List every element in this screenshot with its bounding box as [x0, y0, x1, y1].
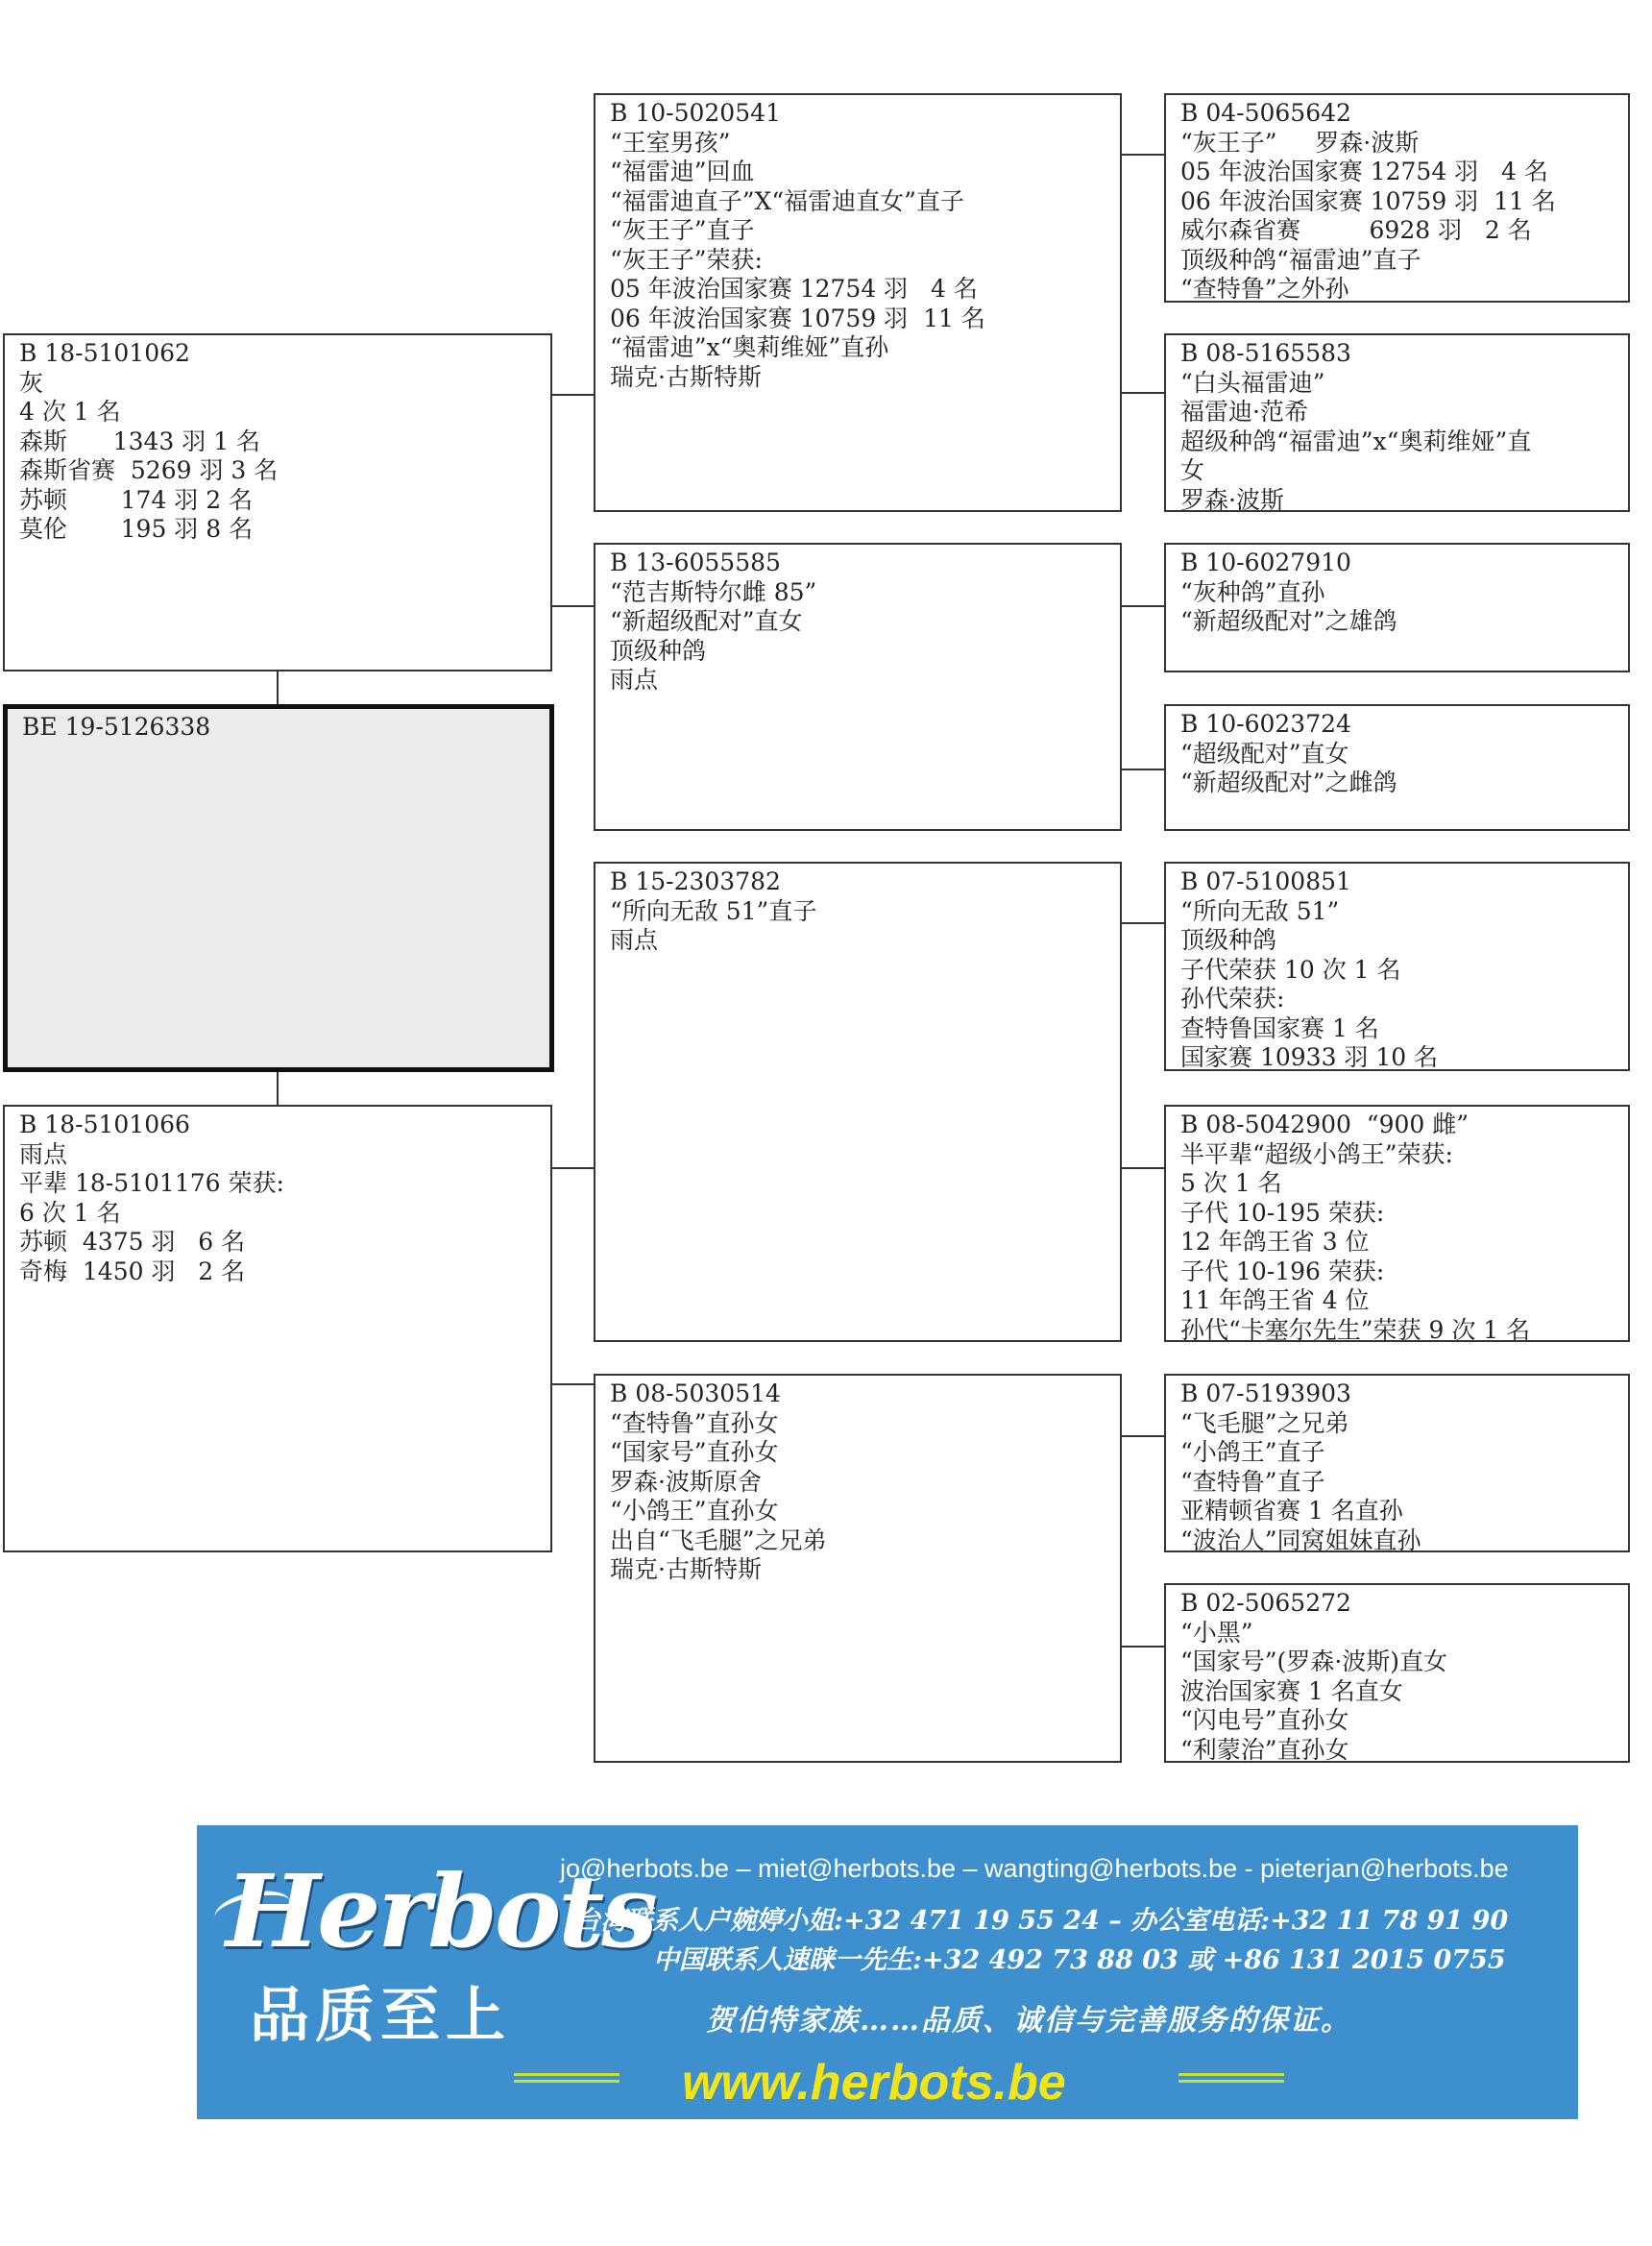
pedigree-line: “福雷迪直子”X“福雷迪直女”直子 [610, 186, 964, 215]
pedigree-line: 苏顿 174 羽 2 名 [19, 485, 254, 514]
pedigree-line: 半平辈“超级小鸽王”荣获: [1180, 1139, 1453, 1168]
ring-number: B 08-5030514 [610, 1379, 781, 1407]
ring-number: B 10-6023724 [1180, 710, 1351, 738]
pedigree-line: 12 年鸽王省 3 位 [1180, 1228, 1370, 1256]
sss-box [1164, 93, 1630, 303]
pedigree-line: 瑞克·古斯特斯 [610, 362, 762, 391]
pedigree-line: 瑞克·古斯特斯 [610, 1555, 762, 1583]
connector-line [1122, 1167, 1164, 1169]
connector-line [552, 394, 594, 396]
pedigree-line: 波治国家赛 1 名直女 [1180, 1676, 1403, 1705]
pedigree-line: “查特鲁”直孙女 [610, 1408, 779, 1437]
connector-line [552, 1167, 594, 1169]
pedigree-line: “灰王子”荣获: [610, 245, 763, 274]
pedigree-line: 超级种鸽“福雷迪”x“奥莉维娅”直 [1180, 427, 1532, 455]
ring-number: B 10-6027910 [1180, 549, 1351, 576]
pedigree-line: “灰王子”直子 [610, 216, 755, 244]
connector-line [1122, 1646, 1164, 1648]
pedigree-line: “小鸽王”直子 [1180, 1438, 1325, 1466]
pedigree-line: 苏顿 4375 羽 6 名 [19, 1228, 246, 1256]
pedigree-line: 女 [1180, 456, 1205, 484]
ring-number: B 02-5065272 [1180, 1589, 1351, 1617]
pedigree-line: 亚精顿省赛 1 名直孙 [1180, 1497, 1403, 1525]
pedigree-line: 06 年波治国家赛 10759 羽 11 名 [1180, 186, 1556, 215]
pedigree-line: 国家赛 10933 羽 10 名 [1180, 1043, 1439, 1071]
pedigree-line: 6 次 1 名 [19, 1198, 121, 1227]
pedigree-line: 子代 10-196 荣获: [1180, 1257, 1385, 1285]
pedigree-line: “波治人”同窝姐妹直孙 [1180, 1526, 1421, 1552]
taiwan-contact: 台湾联系人户婉婷小姐:+32 471 19 55 24 – 办公室电话:+32 11 78 91 90 [574, 1906, 1509, 1936]
connector-line [1122, 605, 1164, 607]
herbots-banner [197, 1825, 1578, 2119]
pedigree-line: 威尔森省赛 6928 羽 2 名 [1180, 216, 1532, 244]
pedigree-line: 雨点 [610, 666, 659, 694]
sdd-box [1164, 704, 1630, 831]
pedigree-line: 雨点 [19, 1139, 68, 1168]
pedigree-line: “新超级配对”之雄鸽 [1180, 607, 1397, 635]
pedigree-line: 06 年波治国家赛 10759 羽 11 名 [610, 304, 985, 332]
sds-box [1164, 543, 1630, 672]
pedigree-line: “闪电号”直孙女 [1180, 1706, 1349, 1734]
pedigree-line: 4 次 1 名 [19, 398, 121, 426]
pedigree-line: 子代荣获 10 次 1 名 [1180, 955, 1401, 984]
pedigree-line: “白头福雷迪” [1180, 368, 1325, 397]
ring-number: B 04-5065642 [1180, 99, 1351, 127]
pedigree-line: 森斯 1343 羽 1 名 [19, 427, 261, 455]
pedigree-line: “范吉斯特尔雌 85” [610, 577, 817, 606]
pedigree-line: 顶级种鸽 [610, 636, 707, 665]
pedigree-line: “灰种鸽”直孙 [1180, 577, 1325, 606]
subject-box [3, 704, 554, 1072]
pedigree-line: 孙代荣获: [1180, 985, 1285, 1013]
pedigree-line: “超级配对”直女 [1180, 739, 1349, 768]
connector-line [277, 671, 279, 704]
pedigree-line: “飞毛腿”之兄弟 [1180, 1408, 1349, 1437]
dsd-box [1164, 1105, 1630, 1342]
dam-box [3, 1105, 552, 1552]
pedigree-line: 莫伦 195 羽 8 名 [19, 515, 254, 543]
pedigree-line: 05 年波治国家赛 12754 羽 4 名 [610, 275, 978, 303]
connector-line [1122, 392, 1164, 394]
sire-sire-box [594, 93, 1122, 512]
ssd-box [1164, 333, 1630, 512]
pedigree-line: “国家号”(罗森·波斯)直女 [1180, 1648, 1448, 1675]
connector-line [1122, 922, 1164, 924]
pedigree-line: 05 年波治国家赛 12754 羽 4 名 [1180, 158, 1548, 185]
ring-number: B 07-5193903 [1180, 1379, 1351, 1407]
pedigree-line: 奇梅 1450 羽 2 名 [19, 1257, 246, 1285]
decor-rule [1178, 2073, 1284, 2083]
slogan: 品质至上 [250, 1980, 512, 2050]
tagline: 贺伯特家族……品质、诚信与完善服务的保证。 [706, 2004, 1351, 2038]
pedigree-line: 福雷迪·范希 [1180, 398, 1308, 426]
ring-number: B 10-5020541 [610, 99, 781, 127]
pedigree-line: “国家号”直孙女 [610, 1438, 779, 1466]
pedigree-line: “新超级配对”之雌鸽 [1180, 769, 1397, 796]
ring-number: BE 19-5126338 [22, 713, 211, 741]
connector-line [1122, 769, 1164, 770]
connector-line [552, 605, 594, 607]
pedigree-line: “所向无敌 51” [1180, 896, 1340, 925]
pedigree-line: 罗森·波斯 [1180, 485, 1284, 512]
ddd-box [1164, 1583, 1630, 1763]
pedigree-line: “灰王子” 罗森·波斯 [1180, 128, 1420, 157]
ring-number: B 18-5101062 [19, 339, 190, 367]
pedigree-line: 森斯省赛 5269 羽 3 名 [19, 456, 279, 484]
herbots-logo: Herbots [226, 1852, 655, 1970]
pedigree-line: 5 次 1 名 [1180, 1169, 1282, 1197]
ring-number: B 08-5042900 “900 雌” [1180, 1111, 1470, 1138]
dam-dam-box [594, 1374, 1122, 1763]
ring-number: B 07-5100851 [1180, 867, 1351, 895]
connector-line [552, 1383, 594, 1385]
pedigree-line: “福雷迪”x“奥莉维娅”直孙 [610, 333, 889, 361]
ring-number: B 18-5101066 [19, 1111, 190, 1138]
dds-box [1164, 1374, 1630, 1552]
connector-line [1122, 154, 1164, 156]
pedigree-line: 雨点 [610, 926, 659, 954]
pedigree-line: 查特鲁国家赛 1 名 [1180, 1013, 1379, 1042]
email-contacts: jo@herbots.be – miet@herbots.be – wangting@herbots.be - pieterjan@herbots.be [560, 1854, 1509, 1883]
pedigree-line: “小鸽王”直孙女 [610, 1497, 779, 1525]
decor-rule [514, 2073, 620, 2083]
pedigree-line: “所向无敌 51”直子 [610, 896, 817, 925]
ring-number: B 08-5165583 [1180, 339, 1351, 367]
pedigree-line: 顶级种鸽“福雷迪”直子 [1180, 245, 1421, 274]
pedigree-line: 顶级种鸽 [1180, 926, 1277, 954]
sire-dam-box [594, 543, 1122, 831]
dss-box [1164, 862, 1630, 1071]
pedigree-line: 孙代“卡塞尔先生”荣获 9 次 1 名 [1180, 1315, 1531, 1342]
sire-box [3, 333, 552, 671]
pedigree-line: “新超级配对”直女 [610, 607, 803, 635]
pedigree-line: “福雷迪”回血 [610, 158, 755, 185]
pedigree-line: 平辈 18-5101176 荣获: [19, 1169, 284, 1197]
pedigree-line: “查特鲁”直子 [1180, 1467, 1325, 1496]
pedigree-line: “小黑” [1180, 1618, 1253, 1647]
pedigree-line: “查特鲁”之外孙 [1180, 275, 1349, 303]
pedigree-line: “利蒙治”直孙女 [1180, 1735, 1349, 1763]
pedigree-line: 11 年鸽王省 4 位 [1180, 1286, 1370, 1314]
pedigree-line: “王室男孩” [610, 128, 731, 157]
ring-number: B 13-6055585 [610, 549, 781, 576]
connector-line [1122, 1435, 1164, 1437]
website-url: www.herbots.be [682, 2055, 1066, 2111]
pedigree-line: 出自“飞毛腿”之兄弟 [610, 1526, 827, 1554]
connector-line [277, 1072, 279, 1105]
dam-sire-box [594, 862, 1122, 1342]
pedigree-line: 灰 [19, 368, 44, 397]
china-contact: 中国联系人速睐一先生:+32 492 73 88 03 或 +86 131 2015 0755 [653, 1945, 1506, 1975]
ring-number: B 15-2303782 [610, 867, 781, 895]
pedigree-line: 罗森·波斯原舍 [610, 1467, 762, 1496]
pedigree-line: 子代 10-195 荣获: [1180, 1198, 1385, 1227]
